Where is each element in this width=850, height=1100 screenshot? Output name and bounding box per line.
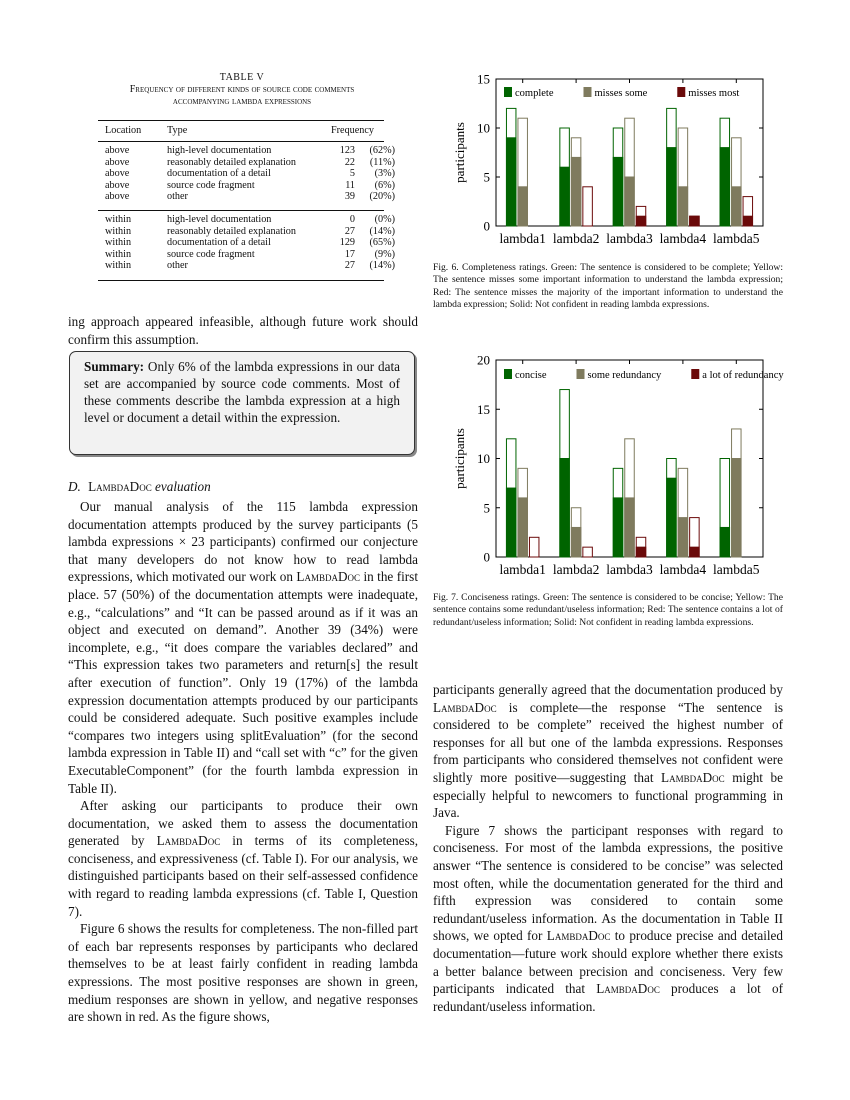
cell-pct: (20%) [369, 191, 395, 202]
cell-count: 22 [344, 156, 355, 168]
table-row [105, 145, 399, 157]
y-tick-label: 10 [477, 451, 490, 466]
y-tick-label: 0 [483, 218, 490, 234]
cell-pct: (14%) [369, 260, 395, 271]
bar-solid-misses-some [732, 187, 742, 226]
table-title-line1: Frequency of different kinds of source code comments [129, 84, 355, 95]
y-tick-label: 20 [477, 352, 490, 368]
legend-swatch [583, 87, 591, 97]
table-title-line2: accompanying lambda expressions [172, 96, 312, 107]
bar-solid-misses-some [571, 157, 581, 226]
bar-solid-misses-some [518, 187, 528, 226]
header-type: Type [167, 125, 188, 136]
left-body [68, 498, 418, 1026]
legend-label: misses most [688, 88, 740, 99]
conciseness-chart [440, 348, 790, 580]
tool-name: LambdaDoc [296, 569, 360, 585]
cell-count: 129 [339, 237, 355, 248]
bar-solid-some-redundancy [625, 498, 635, 557]
y-tick-label: 15 [477, 401, 490, 417]
cell-type: high-level documentation [167, 145, 272, 156]
x-tick-label: lambda3 [606, 562, 653, 577]
legend-label: misses some [594, 88, 648, 99]
table-bottom-rule [98, 280, 384, 281]
table-body-within [105, 214, 399, 272]
legend-label: complete [515, 88, 554, 99]
legend-swatch [577, 369, 585, 379]
cell-location: within [105, 225, 132, 237]
table-row [105, 168, 399, 180]
subsection-heading [68, 478, 211, 495]
table-mid-rule [98, 210, 384, 211]
cell-pct: (11%) [369, 156, 395, 168]
bar-solid-some-redundancy [518, 498, 528, 557]
y-tick-label: 0 [483, 549, 490, 565]
legend-label: a lot of redundancy [702, 370, 784, 381]
cell-type: other [167, 260, 188, 271]
cell-count: 27 [344, 225, 355, 237]
bar-solid-concise [506, 488, 516, 557]
bar-solid-misses-most [636, 216, 646, 226]
summary-text: Only 6% of the lambda expressions in our data set are accompanied by source code comments. Most of these comments describe the lambda expression at a high level or document a detail within the expression. [84, 359, 400, 425]
table-v [105, 125, 378, 137]
bar-solid-some-redundancy [571, 527, 581, 557]
cell-count: 17 [344, 248, 355, 260]
cell-type: source code fragment [167, 248, 255, 260]
bar-total-a-lot-of-redundancy [529, 537, 539, 557]
bar-total-misses-most [583, 187, 593, 226]
bar-solid-complete [506, 138, 516, 226]
figure7-caption: Fig. 7. Conciseness ratings. Green: The sentence is considered to be concise; Yellow: The sentence contains some redundant/useless information; Red: The sentence contains a lot of redundant/useless information; Solid: Not confident in reading lambda expressions. [433, 592, 783, 628]
legend-label: concise [515, 370, 547, 381]
bar-solid-misses-most [690, 216, 700, 226]
intro-line-1: ing approach appeared infeasible, although future work should [68, 314, 418, 329]
y-axis-label: participants [452, 428, 467, 489]
paragraph-completeness-results: participants generally agreed that the documentation produced by LambdaDoc is complete—the response “The sentence is considered to be complete” received the highest number of responses for all but one of the lambda expressions. Responses from participants who considered themselves not confident were slightly more positive—suggesting that LambdaDoc might be especially helpful to newcomers to functional programming in Java. [433, 682, 783, 821]
bar-solid-misses-some [678, 187, 688, 226]
paragraph-intro [68, 313, 418, 348]
x-tick-label: lambda3 [606, 231, 653, 246]
cell-count: 0 [349, 214, 355, 225]
tool-name: LambdaDoc [661, 769, 725, 785]
figure6-caption: Fig. 6. Completeness ratings. Green: The sentence is considered to be complete; Yellow: The sentence misses some important information to understand the lambda expression; Red: The sentence misses the majority of the important information to understand the lambda expression; Solid: Not confident in reading lambda expressions. [433, 262, 783, 311]
table-row [105, 260, 399, 272]
tool-name: LambdaDoc [546, 928, 611, 944]
cell-type: other [167, 191, 188, 202]
cell-count: 123 [339, 145, 355, 156]
cell-count: 39 [344, 191, 355, 202]
cell-type: source code fragment [167, 179, 255, 191]
cell-pct: (0%) [374, 214, 395, 225]
bar-solid-some-redundancy [678, 518, 688, 557]
cell-type: reasonably detailed explanation [167, 156, 296, 168]
cell-pct: (62%) [369, 145, 395, 156]
table-row [105, 249, 399, 261]
bar-solid-a-lot-of-redundancy [636, 547, 646, 557]
subsection-tool-name: LambdaDoc [88, 479, 152, 494]
cell-pct: (14%) [369, 225, 395, 237]
table-row [105, 191, 399, 203]
cell-location: within [105, 260, 132, 271]
bar-solid-concise [560, 459, 570, 558]
paragraph-assessment: After asking our participants to produce their own documentation, we asked them to assess the documentation generated by LambdaDoc in terms of its completeness, conciseness, and expressiveness (cf. Table I). For our analysis, we distinguished participants based on their self-assessed confidence with regard to reading lambda expressions (cf. Table I, Question 7). [68, 798, 419, 919]
table-header-rule [98, 141, 384, 142]
right-body [433, 681, 783, 1015]
y-tick-label: 5 [483, 500, 490, 516]
cell-count: 27 [344, 260, 355, 271]
cell-location: above [105, 156, 130, 168]
bar-solid-concise [613, 498, 623, 557]
bar-solid-misses-some [625, 177, 635, 226]
cell-type: reasonably detailed explanation [167, 225, 296, 237]
y-tick-label: 10 [477, 120, 490, 136]
cell-location: above [105, 168, 130, 179]
intro-line-2: confirm this assumption. [68, 331, 199, 347]
header-frequency: Frequency [331, 125, 374, 136]
legend-label: some redundancy [587, 370, 662, 381]
cell-location: above [105, 145, 130, 156]
cell-type: documentation of a detail [167, 237, 271, 248]
y-tick-label: 5 [483, 169, 490, 185]
header-location: Location [105, 125, 142, 136]
x-tick-label: lambda2 [552, 562, 600, 577]
cell-location: within [105, 248, 132, 260]
cell-pct: (65%) [369, 237, 395, 248]
bar-solid-concise [720, 527, 730, 557]
cell-pct: (9%) [374, 248, 395, 260]
x-tick-label: lambda5 [713, 231, 760, 246]
cell-count: 11 [345, 179, 355, 191]
x-tick-label: lambda4 [659, 231, 707, 246]
bar-solid-complete [560, 167, 570, 226]
x-tick-label: lambda5 [713, 562, 760, 577]
table-header-row [105, 125, 378, 137]
x-tick-label: lambda2 [552, 231, 600, 246]
paragraph-figure6: Figure 6 shows the results for completeness. The non-filled part of each bar represents responses by participants who declared themselves to be at least fairly confident in reading lambda expressions. The most positive responses are shown in green, medium responses are shown in yellow, and negative responses are shown in red. As the figure shows, [68, 921, 418, 1025]
summary-label: Summary: [84, 359, 145, 374]
cell-type: high-level documentation [167, 214, 272, 225]
x-tick-label: lambda1 [499, 562, 546, 577]
subsection-label: D. [68, 479, 81, 494]
x-tick-label: lambda4 [659, 562, 707, 577]
table-row [105, 180, 399, 192]
cell-type: documentation of a detail [167, 168, 271, 179]
table-row [105, 237, 399, 249]
subsection-rest: evaluation [151, 479, 211, 494]
bar-solid-concise [667, 478, 677, 557]
table-row [105, 214, 399, 226]
bar-solid-misses-most [743, 216, 753, 226]
tool-name: LambdaDoc [596, 981, 660, 997]
tool-name: LambdaDoc [156, 833, 221, 849]
cell-location: within [105, 237, 132, 248]
cell-location: within [105, 214, 132, 225]
bar-solid-some-redundancy [732, 459, 742, 558]
legend-swatch [504, 369, 512, 379]
y-axis-label: participants [452, 122, 467, 183]
bar-solid-complete [667, 148, 677, 226]
bar-solid-a-lot-of-redundancy [690, 547, 700, 557]
table-row [105, 226, 399, 238]
completeness-chart [440, 64, 790, 254]
paragraph-conciseness-results: Figure 7 shows the participant responses with regard to conciseness. For most of the lambda expressions, the positive answer “The sentence is considered to be concise” was selected most often, while the documentation generated for the third and fifth expression was considered to contain some redundant/useless information. As the documentation in Table II shows, we opted for LambdaDoc to produce precise and detailed documentation—future work should explore whether there exists a better balance between precision and conciseness. Very few participants indicated that LambdaDoc produces a lot of redundant/useless information. [433, 822, 783, 1014]
y-tick-label: 15 [477, 71, 490, 87]
table-row [105, 157, 399, 169]
table-caption [96, 72, 388, 108]
table-top-rule [98, 120, 384, 121]
table-label: TABLE V [219, 72, 265, 83]
summary-box [69, 351, 415, 455]
table-body-above [105, 145, 399, 203]
legend-swatch [677, 87, 685, 97]
cell-pct: (3%) [374, 168, 395, 179]
cell-count: 5 [349, 168, 355, 179]
cell-location: above [105, 179, 130, 191]
bar-solid-complete [720, 148, 730, 226]
tool-name: LambdaDoc [433, 699, 497, 715]
legend-swatch [691, 369, 699, 379]
cell-location: above [105, 191, 130, 202]
bar-total-a-lot-of-redundancy [583, 547, 593, 557]
cell-pct: (6%) [374, 179, 395, 191]
bar-solid-complete [613, 157, 623, 226]
paragraph-manual-analysis: Our manual analysis of the 115 lambda expression documentation attempts produced by the survey participants (5 lambda expressions × 23 participants) confirmed our conjecture that many developers do not know how to read lambda expressions, which motivated our work on LambdaDoc in the first place. 57 (50%) of the documentation attempts were inadequate, e.g., “calculations” and “It can be passed around as if it was an object and executed on demand”. Another 39 (34%) were incomplete, e.g., “it does compare the variables declared” and “This expression takes two parameters and return[s] the result after execution of function”. Only 19 (17%) of the lambda expression documentation attempts produced by our participants could be considered adequate. Such positive examples include “compares two integers using splitEvaluation” (for the second lambda expression in Table II) and “call set with “c” for the given ExecutableComponent” (for the fourth lambda expression in Table II). [68, 499, 418, 796]
legend-swatch [504, 87, 512, 97]
x-tick-label: lambda1 [499, 231, 546, 246]
